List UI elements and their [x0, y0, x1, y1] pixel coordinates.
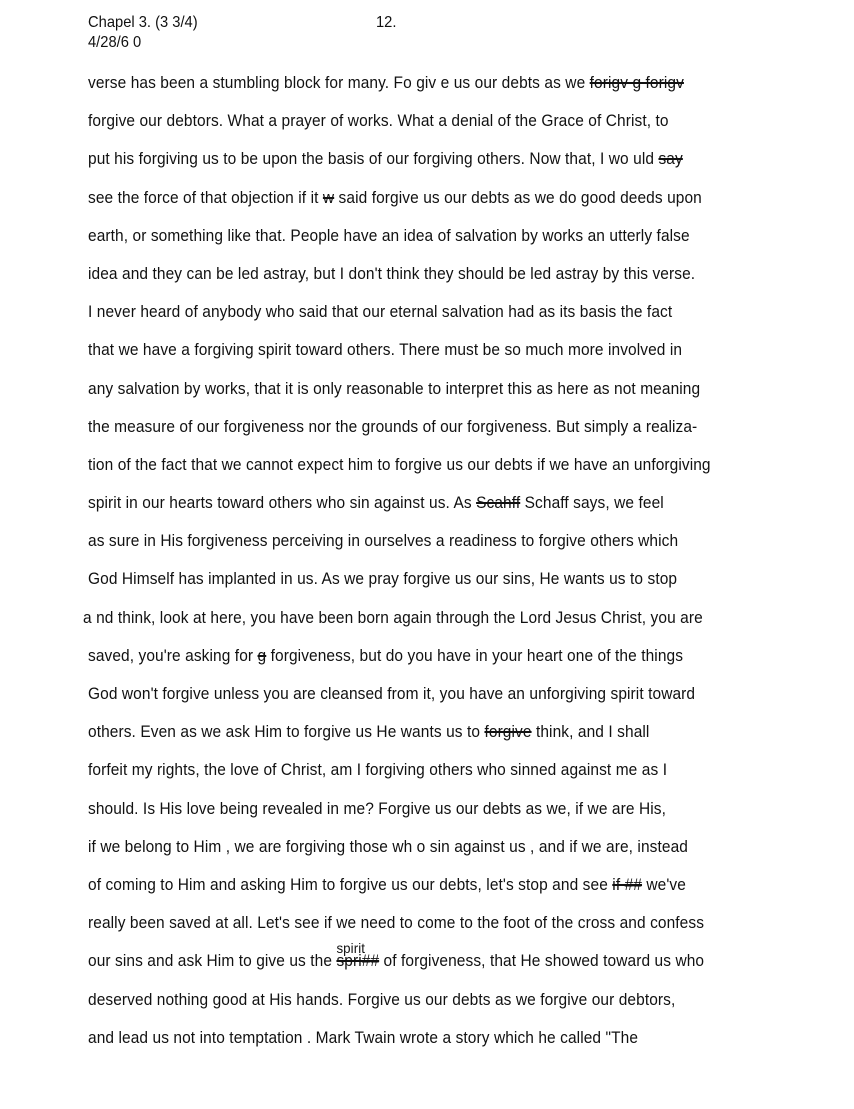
text-line: [88, 912, 711, 950]
page-number: 12.: [376, 14, 397, 31]
text-line: [88, 836, 711, 874]
struck-text: [336, 940, 380, 971]
text-line: [88, 1027, 711, 1065]
text-line: [88, 263, 711, 301]
text-segment: I never heard of anybody who said that our eternal salvation had as its basis the fact: [88, 303, 673, 322]
text-line: [88, 110, 711, 148]
text-line: [88, 492, 711, 530]
text-line: [88, 721, 711, 759]
text-line: [88, 72, 711, 110]
text-line: [88, 683, 711, 721]
document-date: 4/28/6 0: [88, 34, 142, 51]
text-segment: others. Even as we ask Him to forgive us He wants us to: [88, 723, 485, 742]
text-segment: Schaff says, we feel: [520, 494, 664, 513]
struck-text: g: [257, 646, 267, 665]
text-line: [88, 187, 711, 225]
text-segment: idea and they can be led astray, but I don't think they should be led astray by this verse.: [88, 264, 696, 283]
text-segment: of coming to Him and asking Him to forgive us our debts, let's stop and see: [88, 875, 613, 894]
text-line: [83, 607, 710, 645]
text-segment: saved, you're asking for: [88, 646, 258, 665]
inserted-correction: spirit: [336, 940, 366, 957]
text-segment: forfeit my rights, the love of Christ, am I forgiving others who sinned against me as I: [88, 761, 668, 780]
text-segment: that we have a forgiving spirit toward others. There must be so much more involved in: [88, 341, 683, 360]
text-segment: earth, or something like that. People have an idea of salvation by works an utterly false: [88, 226, 690, 245]
text-segment: forgive our debtors. What a prayer of works. What a denial of the Grace of Christ, to: [88, 112, 669, 131]
struck-text: if ##: [612, 875, 643, 894]
text-line: [88, 645, 711, 683]
text-line: [88, 874, 711, 912]
text-segment: God won't forgive unless you are cleansed from it, you have an unforgiving spirit toward: [88, 685, 696, 703]
text-segment: if we belong to Him , we are forgiving those wh o sin against us , and if we are, instead: [88, 837, 688, 856]
text-segment: our sins and ask Him to give us the: [88, 952, 337, 971]
text-line: [88, 759, 711, 797]
text-line: [88, 940, 711, 988]
struck-text: w: [322, 188, 335, 207]
struck-text: spri##: [336, 952, 380, 971]
text-line: [88, 378, 711, 416]
text-segment: put his forgiving us to be upon the basis of our forgiving others. Now that, I wo uld: [88, 150, 659, 169]
text-segment: should. Is His love being revealed in me? Forgive us our debts as we, if we are His,: [88, 799, 666, 818]
text-segment: think, and I shall: [531, 723, 650, 742]
text-line: [88, 225, 711, 263]
struck-text: Scahff: [476, 494, 521, 513]
text-line: [88, 454, 711, 492]
text-line: [88, 989, 711, 1027]
text-segment: deserved nothing good at His hands. Forgive us our debts as we forgive our debtors,: [88, 990, 676, 1009]
text-segment: spirit in our hearts toward others who sin against us. As: [88, 494, 477, 513]
text-line: [88, 301, 711, 339]
struck-text: forgive: [484, 723, 532, 742]
text-line: [88, 339, 711, 377]
text-segment: as sure in His forgiveness perceiving in ourselves a readiness to forgive others which: [88, 532, 679, 551]
text-segment: forgiveness, but do you have in your heart one of the things: [266, 646, 684, 665]
text-segment: really been saved at all. Let's see if we need to come to the foot of the cross and confess: [88, 914, 705, 933]
text-line: [88, 416, 711, 454]
text-segment: and lead us not into temptation . Mark Twain wrote a story which he called "The: [88, 1028, 639, 1047]
document-title: Chapel 3. (3 3/4): [88, 14, 198, 31]
text-line: [88, 798, 711, 836]
text-line: [88, 148, 711, 186]
text-segment: see the force of that objection if it: [88, 188, 323, 207]
text-segment: a nd think, look at here, you have been born again through the Lord Jesus Christ, you are: [83, 608, 703, 627]
text-segment: verse has been a stumbling block for many. Fo giv e us our debts as we: [88, 74, 590, 92]
body-text: [83, 72, 743, 1065]
text-segment: said forgive us our debts as we do good deeds upon: [334, 188, 702, 207]
text-segment: the measure of our forgiveness nor the grounds of our forgiveness. But simply a realiza-: [88, 417, 698, 436]
text-line: [88, 568, 711, 606]
struck-text: say: [658, 150, 683, 169]
text-segment: of forgiveness, that He showed toward us who: [379, 952, 705, 971]
text-segment: we've: [642, 875, 686, 894]
struck-text: forigv g forigv: [589, 74, 684, 92]
text-line: [88, 530, 711, 568]
text-segment: any salvation by works, that it is only reasonable to interpret this as here as not meaning: [88, 379, 701, 398]
text-segment: God Himself has implanted in us. As we pray forgive us our sins, He wants us to stop: [88, 570, 678, 589]
text-segment: tion of the fact that we cannot expect him to forgive us our debts if we have an unforgiving: [88, 455, 711, 474]
